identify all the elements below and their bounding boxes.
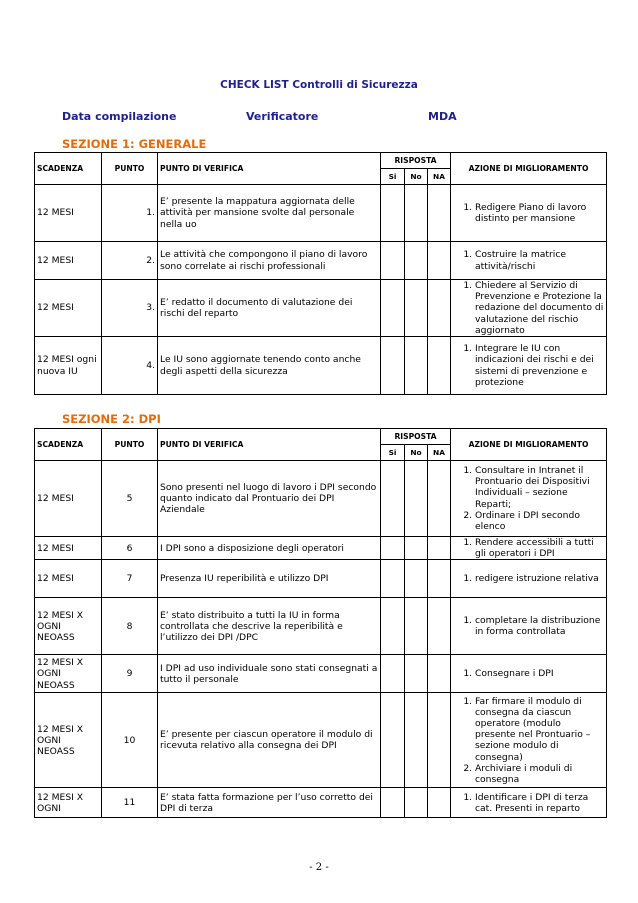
punto-cell: 10	[102, 693, 158, 788]
punto-verifica-cell: E’ stato distribuito a tutti la IU in forma controllata che descrive la reperibilità e l’utilizzo dei DPI /DPC	[158, 598, 381, 655]
punto-verifica-cell: I DPI sono a disposizione degli operatori	[158, 537, 381, 560]
punto-cell: 8	[102, 598, 158, 655]
azione-item: 1. Integrare le IU con indicazioni dei rischi e dei sistemi di prevenzione e protezione	[475, 343, 604, 388]
header-scadenza: SCADENZA	[35, 429, 102, 461]
azione-item: 1. Chiedere al Servizio di Prevenzione e Protezione la redazione del documento di valutazione del rischio aggiornato	[475, 280, 604, 336]
azione-cell	[451, 560, 607, 598]
azione-item: 1. completare la distribuzione in forma controllata	[475, 615, 604, 637]
scadenza-cell: 12 MESI	[35, 537, 102, 560]
risposta-si-checkbox[interactable]	[381, 337, 405, 395]
risposta-si-checkbox[interactable]	[381, 242, 405, 280]
header-azione: AZIONE DI MIGLIORAMENTO	[451, 429, 607, 461]
punto-cell: 2.	[102, 242, 158, 280]
page-number: - 2 -	[309, 862, 329, 873]
punto-cell: 6	[102, 537, 158, 560]
scadenza-cell: 12 MESI X OGNI NEOASS	[35, 598, 102, 655]
header-na: NA	[428, 169, 451, 185]
azione-list	[453, 249, 604, 271]
azione-list	[453, 696, 604, 786]
risposta-na-checkbox[interactable]	[428, 537, 451, 560]
azione-cell	[451, 693, 607, 788]
punto-verifica-cell: E’ redatto il documento di valutazione dei rischi del reparto	[158, 280, 381, 337]
azione-item: 1. redigere istruzione relativa	[475, 573, 604, 584]
punto-cell: 3.	[102, 280, 158, 337]
table-row	[35, 598, 607, 655]
header-no: No	[405, 445, 428, 461]
table-row	[35, 788, 607, 818]
azione-item: 2. Ordinare i DPI secondo elenco	[475, 510, 604, 532]
risposta-si-checkbox[interactable]	[381, 693, 405, 788]
risposta-no-checkbox[interactable]	[405, 337, 428, 395]
azione-cell	[451, 655, 607, 693]
punto-cell: 7	[102, 560, 158, 598]
risposta-no-checkbox[interactable]	[405, 185, 428, 242]
header-punto-verifica: PUNTO DI VERIFICA	[158, 429, 381, 461]
punto-cell: 5	[102, 461, 158, 537]
table-row	[35, 655, 607, 693]
header-risposta: RISPOSTA	[381, 429, 451, 445]
azione-list	[453, 573, 604, 584]
punto-verifica-cell: Presenza IU reperibilità e utilizzo DPI	[158, 560, 381, 598]
azione-list	[453, 280, 604, 336]
scadenza-cell: 12 MESI	[35, 280, 102, 337]
risposta-si-checkbox[interactable]	[381, 280, 405, 337]
verificatore-label: Verificatore	[246, 110, 319, 123]
header-no: No	[405, 169, 428, 185]
header-si: Si	[381, 445, 405, 461]
section-title-generale: SEZIONE 1: GENERALE	[62, 137, 207, 151]
scadenza-cell: 12 MESI ogni nuova IU	[35, 337, 102, 395]
checklist-table-generale	[34, 152, 607, 395]
data-compilazione-label: Data compilazione	[62, 110, 177, 123]
risposta-no-checkbox[interactable]	[405, 461, 428, 537]
azione-item: 1. Redigere Piano di lavoro distinto per mansione	[475, 202, 604, 224]
risposta-si-checkbox[interactable]	[381, 185, 405, 242]
scadenza-cell: 12 MESI X OGNI	[35, 788, 102, 818]
header-scadenza: SCADENZA	[35, 153, 102, 185]
table-row	[35, 537, 607, 560]
punto-cell: 4.	[102, 337, 158, 395]
azione-list	[453, 792, 604, 814]
risposta-no-checkbox[interactable]	[405, 537, 428, 560]
checklist-table-dpi	[34, 428, 607, 818]
risposta-no-checkbox[interactable]	[405, 242, 428, 280]
risposta-na-checkbox[interactable]	[428, 598, 451, 655]
risposta-no-checkbox[interactable]	[405, 560, 428, 598]
header-risposta: RISPOSTA	[381, 153, 451, 169]
punto-verifica-cell: Le attività che compongono il piano di lavoro sono correlate ai rischi professionali	[158, 242, 381, 280]
azione-cell	[451, 461, 607, 537]
table-row	[35, 560, 607, 598]
azione-item: 1. Consegnare i DPI	[475, 668, 604, 679]
punto-verifica-cell: E’ presente la mappatura aggiornata delle attività per mansione svolte dal personale nella uo	[158, 185, 381, 242]
azione-list	[453, 537, 604, 559]
scadenza-cell: 12 MESI	[35, 242, 102, 280]
header-punto: PUNTO	[102, 153, 158, 185]
risposta-si-checkbox[interactable]	[381, 655, 405, 693]
azione-cell	[451, 598, 607, 655]
azione-cell	[451, 242, 607, 280]
risposta-na-checkbox[interactable]	[428, 655, 451, 693]
header-na: NA	[428, 445, 451, 461]
header-si: Si	[381, 169, 405, 185]
scadenza-cell: 12 MESI	[35, 461, 102, 537]
section-title-dpi: SEZIONE 2: DPI	[62, 412, 161, 426]
mda-label: MDA	[428, 110, 457, 123]
scadenza-cell: 12 MESI X OGNI NEOASS	[35, 655, 102, 693]
table-row	[35, 185, 607, 242]
scadenza-cell: 12 MESI	[35, 560, 102, 598]
azione-list	[453, 465, 604, 532]
azione-item: 1. Rendere accessibili a tutti gli operatori i DPI	[475, 537, 604, 559]
punto-cell: 11	[102, 788, 158, 818]
risposta-na-checkbox[interactable]	[428, 461, 451, 537]
risposta-si-checkbox[interactable]	[381, 537, 405, 560]
risposta-na-checkbox[interactable]	[428, 337, 451, 395]
risposta-no-checkbox[interactable]	[405, 280, 428, 337]
table-row	[35, 693, 607, 788]
azione-cell	[451, 185, 607, 242]
header-punto-verifica: PUNTO DI VERIFICA	[158, 153, 381, 185]
scadenza-cell: 12 MESI	[35, 185, 102, 242]
risposta-si-checkbox[interactable]	[381, 560, 405, 598]
table-row	[35, 242, 607, 280]
risposta-na-checkbox[interactable]	[428, 788, 451, 818]
header-punto: PUNTO	[102, 429, 158, 461]
risposta-si-checkbox[interactable]	[381, 788, 405, 818]
page-title: CHECK LIST Controlli di Sicurezza	[220, 79, 418, 91]
azione-list	[453, 615, 604, 637]
azione-list	[453, 668, 604, 679]
header-fields	[62, 110, 638, 126]
azione-cell	[451, 537, 607, 560]
azione-cell	[451, 337, 607, 395]
punto-verifica-cell: E’ presente per ciascun operatore il modulo di ricevuta relativo alla consegna dei DPI	[158, 693, 381, 788]
punto-verifica-cell: E’ stata fatta formazione per l’uso corretto dei DPI di terza	[158, 788, 381, 818]
risposta-na-checkbox[interactable]	[428, 242, 451, 280]
header-azione: AZIONE DI MIGLIORAMENTO	[451, 153, 607, 185]
risposta-na-checkbox[interactable]	[428, 185, 451, 242]
risposta-na-checkbox[interactable]	[428, 693, 451, 788]
azione-item: 1. Identificare i DPI di terza cat. Presenti in reparto	[475, 792, 604, 814]
azione-list	[453, 343, 604, 388]
azione-item: 1. Far firmare il modulo di consegna da ciascun operatore (modulo presente nel Prontuario – sezione modulo di consegna)	[475, 696, 604, 763]
azione-list	[453, 202, 604, 224]
azione-item: 1. Costruire la matrice attività/rischi	[475, 249, 604, 271]
scadenza-cell: 12 MESI X OGNI NEOASS	[35, 693, 102, 788]
risposta-no-checkbox[interactable]	[405, 693, 428, 788]
punto-verifica-cell: Sono presenti nel luogo di lavoro i DPI secondo quanto indicato dal Prontuario dei DPI Aziendale	[158, 461, 381, 537]
table-row	[35, 280, 607, 337]
table-row	[35, 337, 607, 395]
risposta-no-checkbox[interactable]	[405, 655, 428, 693]
risposta-si-checkbox[interactable]	[381, 598, 405, 655]
punto-verifica-cell: I DPI ad uso individuale sono stati consegnati a tutto il personale	[158, 655, 381, 693]
punto-cell: 1.	[102, 185, 158, 242]
azione-cell	[451, 280, 607, 337]
risposta-si-checkbox[interactable]	[381, 461, 405, 537]
azione-item: 2. Archiviare i moduli di consegna	[475, 763, 604, 785]
risposta-na-checkbox[interactable]	[428, 280, 451, 337]
punto-verifica-cell: Le IU sono aggiornate tenendo conto anche degli aspetti della sicurezza	[158, 337, 381, 395]
azione-cell	[451, 788, 607, 818]
table-row	[35, 461, 607, 537]
punto-cell: 9	[102, 655, 158, 693]
risposta-na-checkbox[interactable]	[428, 560, 451, 598]
risposta-no-checkbox[interactable]	[405, 598, 428, 655]
azione-item: 1. Consultare in Intranet il Prontuario dei Dispositivi Individuali – sezione Reparti;	[475, 465, 604, 510]
risposta-no-checkbox[interactable]	[405, 788, 428, 818]
